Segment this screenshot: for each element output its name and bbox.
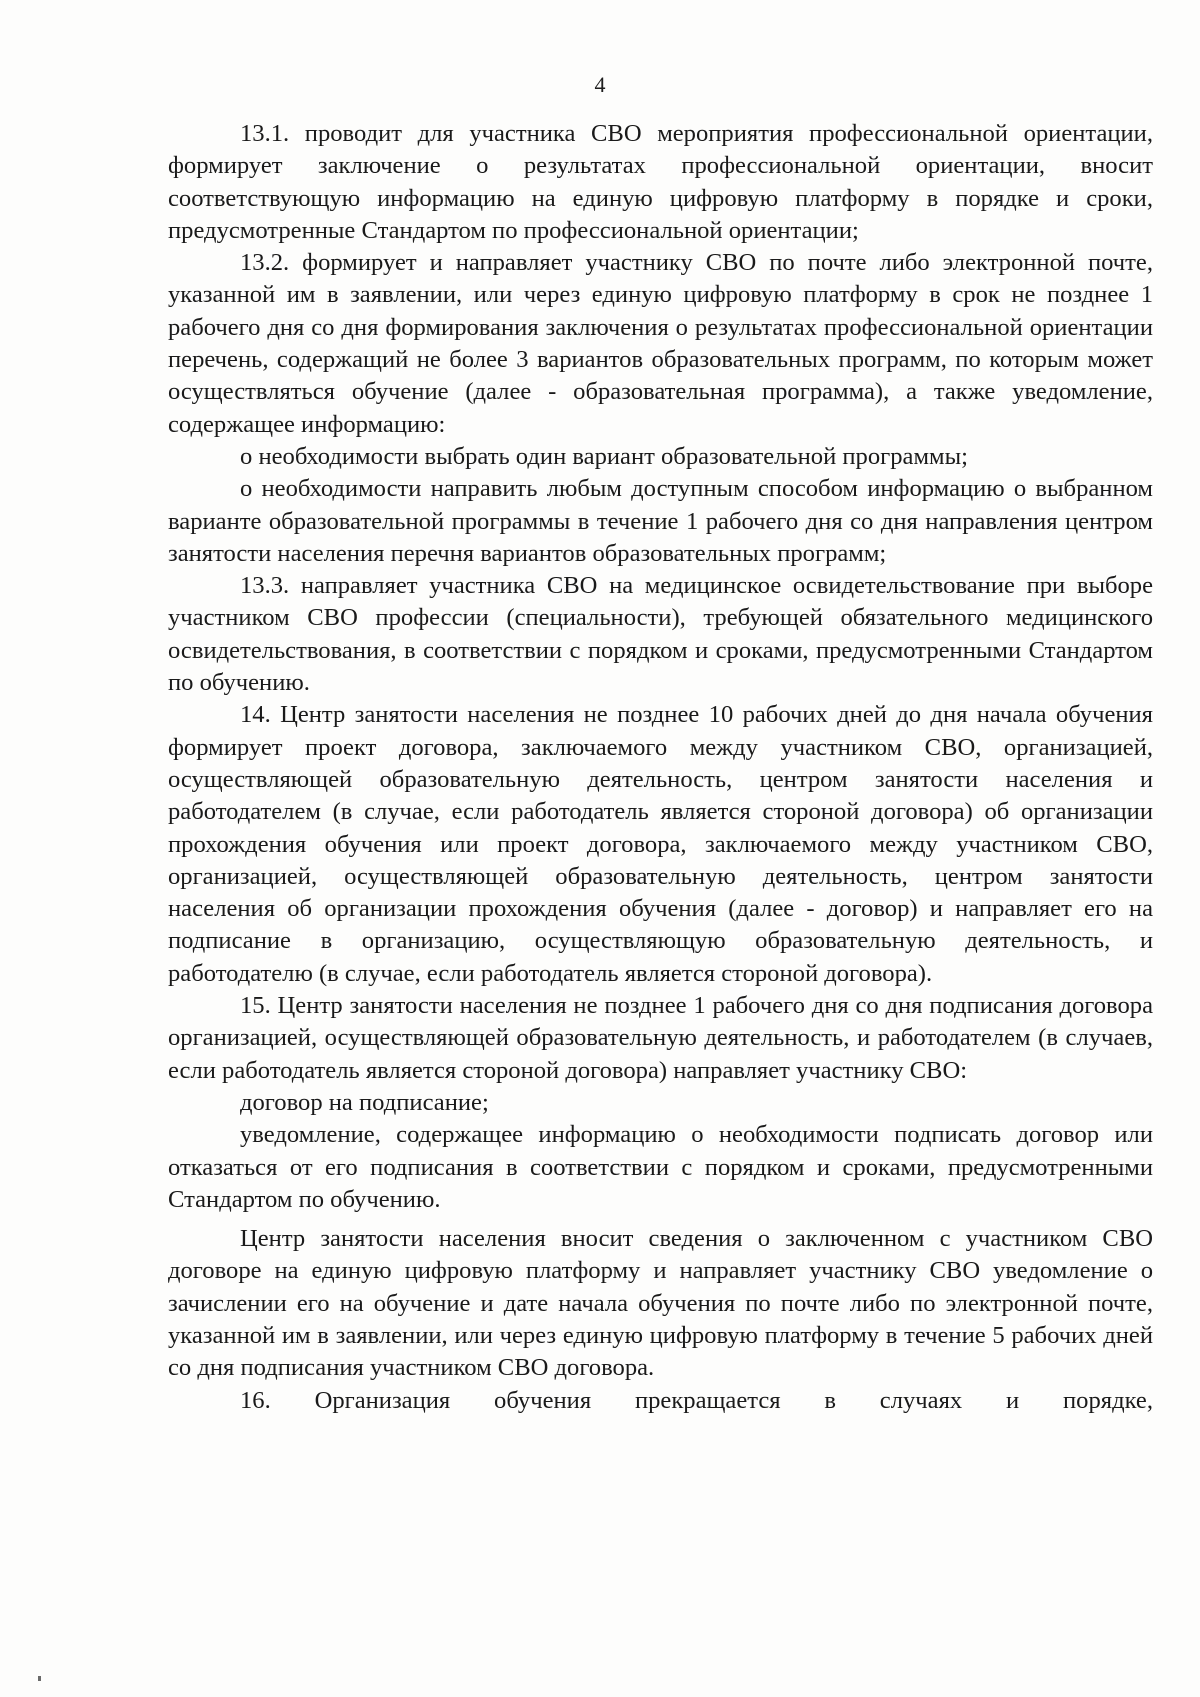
paragraph-spacer bbox=[168, 1216, 1153, 1223]
paragraph-13-3: 13.3. направляет участника СВО на медицинское освидетельствование при выборе участником СВО профессии (специальности), требующей обязательного медицинского освидетельствования, в соответствии с порядком и сроками, предусмотренными Стандартом по обучению. bbox=[168, 572, 1153, 697]
paragraph-16: 16. Организация обучения прекращается в случаях и порядке, bbox=[240, 1386, 1153, 1414]
scan-edge-mark bbox=[38, 1676, 41, 1681]
paragraph-15: 15. Центр занятости населения не позднее 1 рабочего дня со дня подписания договора организацией, осуществляющей образовательную деятельность, и работодателем (в случаев, если работодатель является стороной договора) направляет участнику СВО: bbox=[168, 992, 1153, 1084]
paragraph-center-enters-info: Центр занятости населения вносит сведения о заключенном с участником СВО договоре на единую цифровую платформу и направляет участнику СВО уведомление о зачислении его на обучение и дате начала обучения по почте либо по электронной почте, указанной им в заявлении, или через единую цифровую платформу в течение 5 рабочих дней со дня подписания участником СВО договора. bbox=[168, 1225, 1153, 1382]
paragraph-13-1: 13.1. проводит для участника СВО мероприятия профессиональной ориентации, формирует заключение о результатах профессиональной ориентации, вносит соответствующую информацию на единую цифровую платформу в порядке и сроки, предусмотренные Стандартом по профессиональной ориентации; bbox=[168, 120, 1153, 244]
paragraph-notification: уведомление, содержащее информацию о необходимости подписать договор или отказаться от его подписания в соответствии с порядком и сроками, предусмотренными Стандартом по обучению. bbox=[168, 1121, 1153, 1213]
paragraph-contract-for-signing: договор на подписание; bbox=[240, 1088, 489, 1116]
paragraph-13-2: 13.2. формирует и направляет участнику СВО по почте либо электронной почте, указанной им в заявлении, или через единую цифровую платформу в срок не позднее 1 рабочего дня со дня формирования заключения о результатах профессиональной ориентации перечень, содержащий не более 3 вариантов образовательных программ, по которым может осуществляться обучение (далее - образовательная программа), а также уведомление, содержащее информацию: bbox=[168, 249, 1153, 438]
document-body bbox=[168, 118, 1153, 1417]
paragraph-14: 14. Центр занятости населения не позднее 10 рабочих дней до дня начала обучения формирует проект договора, заключаемого между участником СВО, организацией, осуществляющей образовательную деятельность, центром занятости населения и работодателем (в случае, если работодатель является стороной договора) об организации прохождения обучения или проект договора, заключаемого между участником СВО, организацией, осуществляющей образовательную деятельность, центром занятости населения об организации прохождения обучения (далее - договор) и направляет его на подписание в организацию, осуществляющую образовательную деятельность, и работодателю (в случае, если работодатель является стороной договора). bbox=[168, 701, 1153, 987]
paragraph-choose-option: о необходимости выбрать один вариант образовательной программы; bbox=[240, 442, 968, 470]
page-number: 4 bbox=[594, 72, 606, 97]
paragraph-send-info: о необходимости направить любым доступным способом информацию о выбранном варианте образовательной программы в течение 1 рабочего дня со дня направления центром занятости населения перечня вариантов образовательных программ; bbox=[168, 475, 1153, 567]
